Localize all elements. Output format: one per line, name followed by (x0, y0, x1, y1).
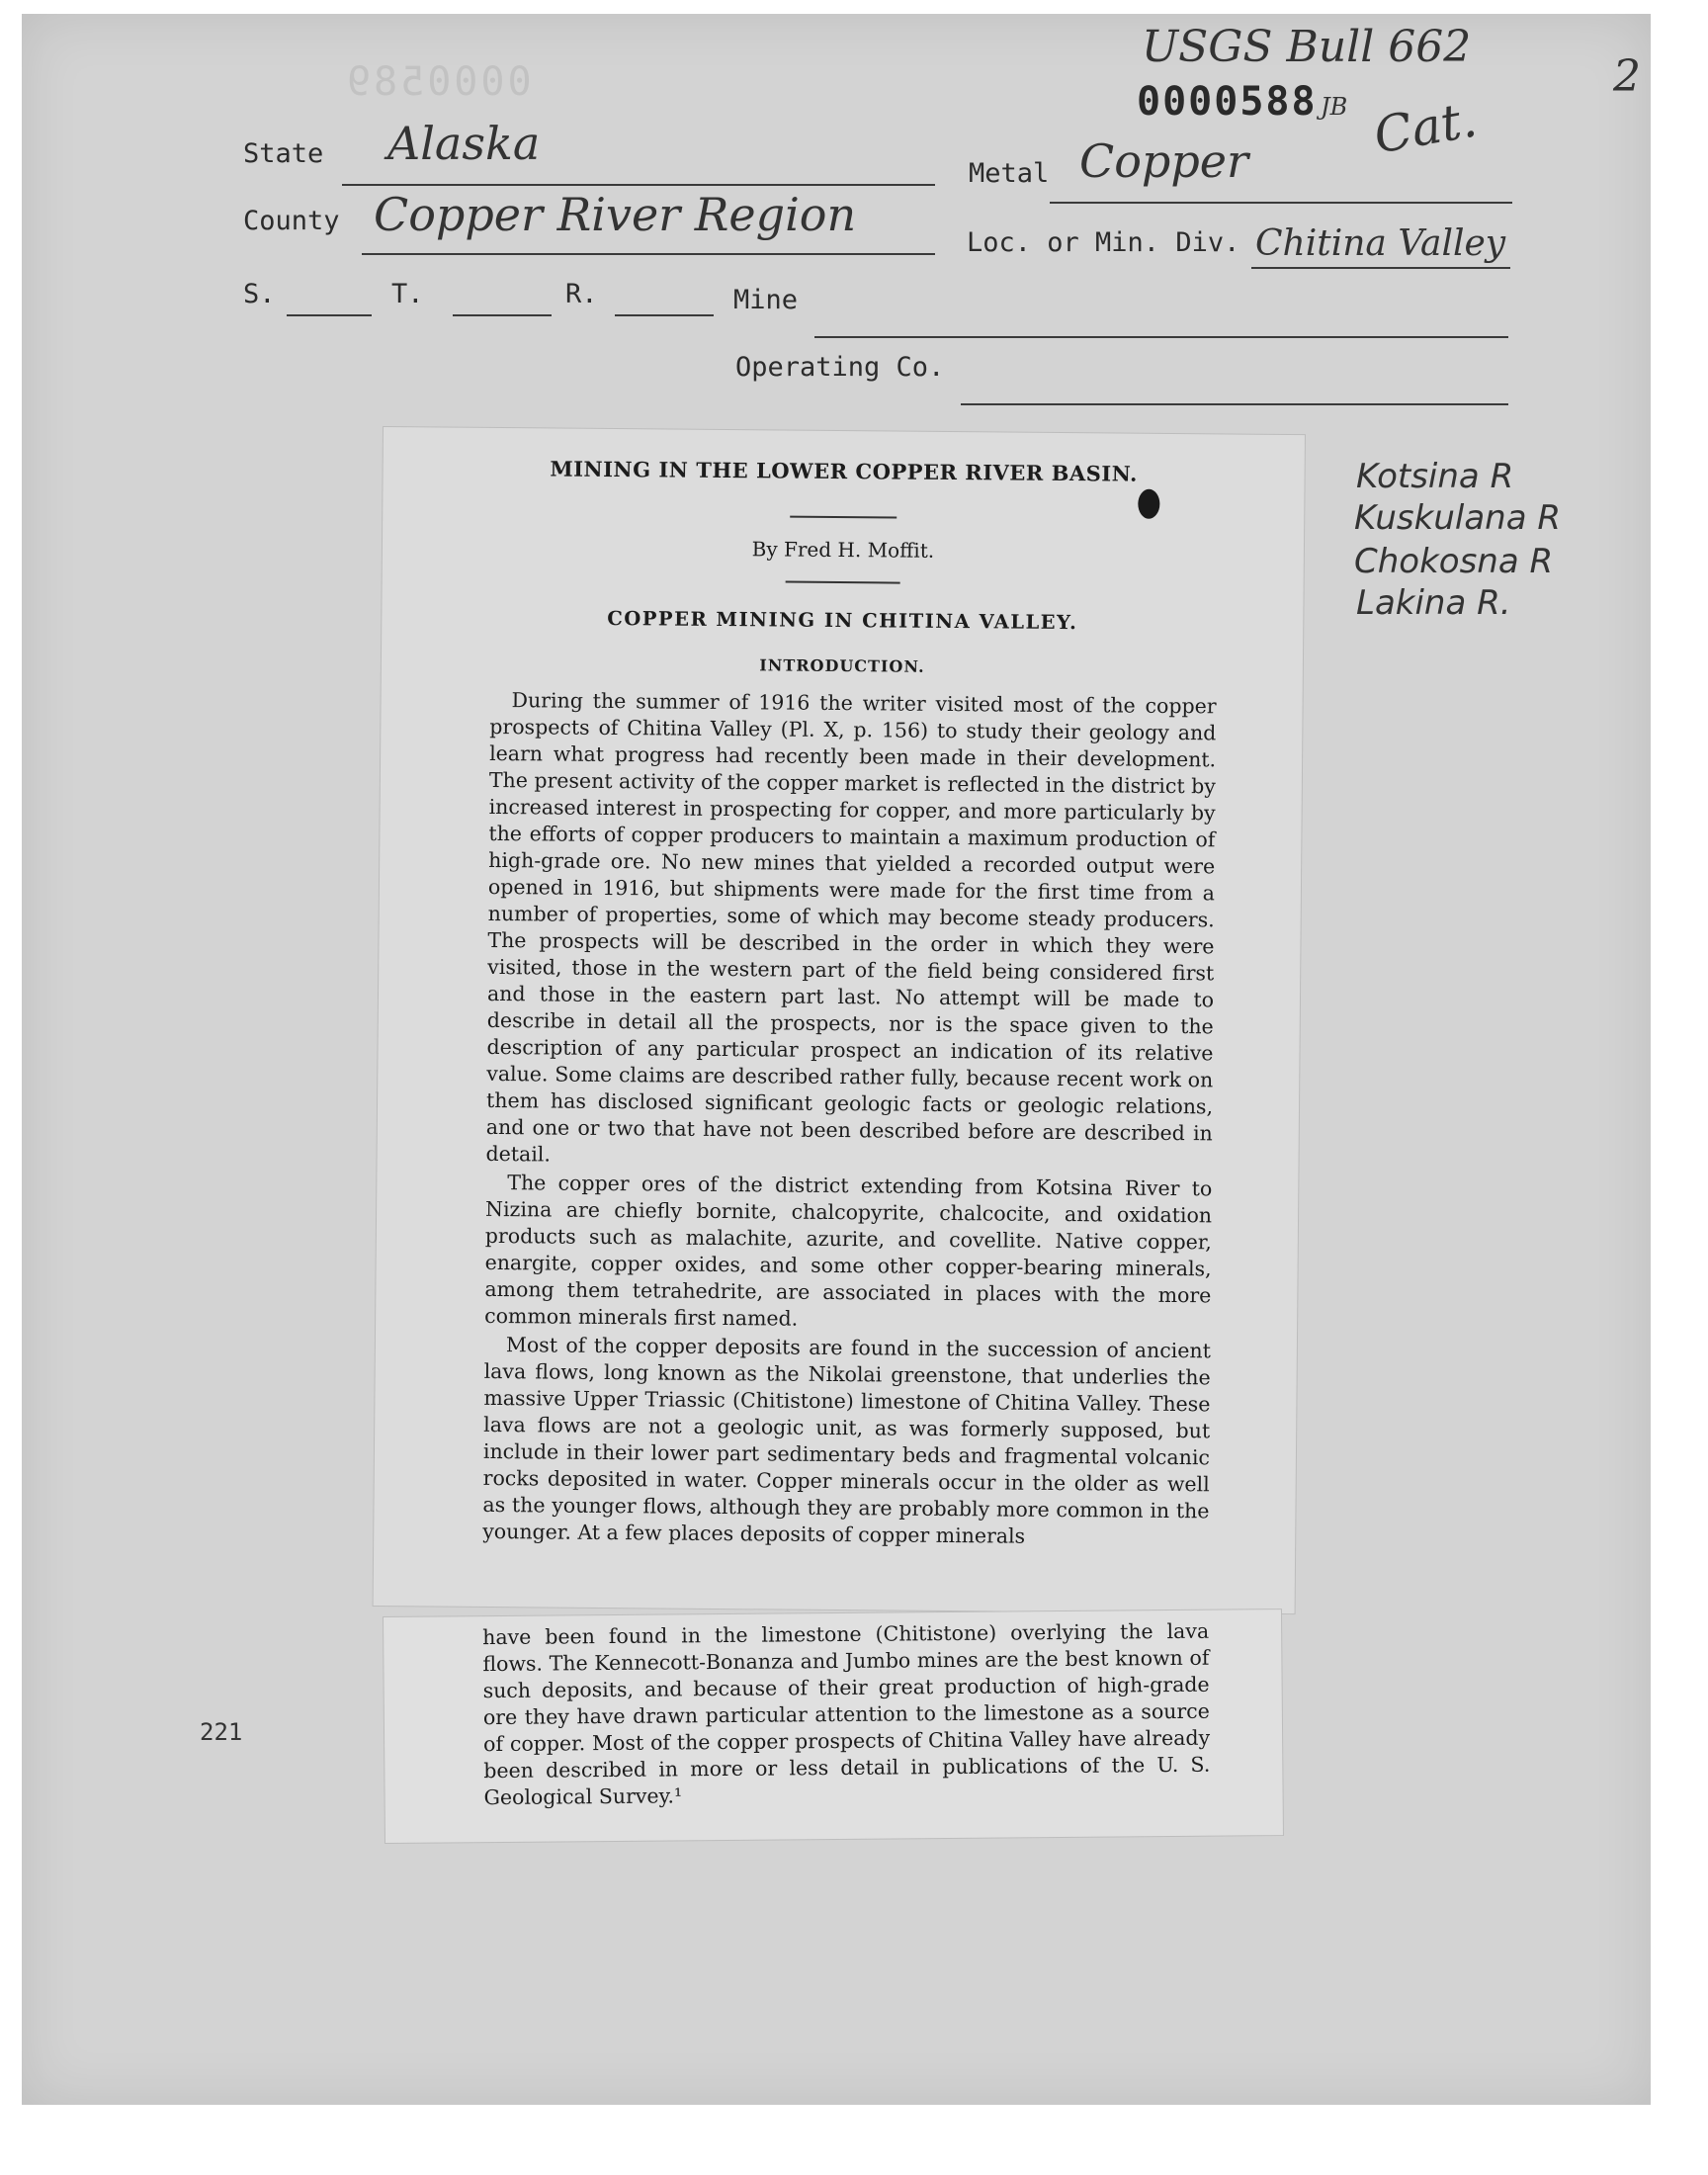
stamp-initials: JB (1321, 93, 1348, 121)
subsection-title: INTRODUCTION. (759, 655, 925, 676)
county-label: County (243, 206, 340, 236)
ink-blot (1138, 489, 1159, 519)
state-value: Alaska (387, 117, 541, 170)
article-continuation-clipping (384, 1610, 1283, 1843)
article-continuation (482, 1618, 1211, 1811)
metal-underline (1050, 202, 1512, 204)
stamp-note: Cat. (1369, 90, 1482, 165)
ghost-number: 0000589 (344, 59, 532, 105)
article-clipping (374, 427, 1305, 1613)
s-underline (287, 314, 372, 316)
page-number: 221 (200, 1718, 243, 1746)
section-title: COPPER MINING IN CHITINA VALLEY. (607, 606, 1078, 635)
margin-note: Kuskulana R (1354, 498, 1561, 538)
r-underline (615, 314, 714, 316)
operating-underline (961, 403, 1508, 405)
corner-number: 2 (1613, 51, 1641, 102)
s-label: S. (243, 279, 276, 309)
margin-note: Lakina R. (1356, 583, 1511, 623)
article-title: MINING IN THE LOWER COPPER RIVER BASIN. (550, 456, 1138, 486)
archive-note: USGS Bull 662 (1142, 22, 1472, 72)
county-value: Copper River Region (374, 188, 857, 241)
article-body (482, 687, 1217, 1553)
paragraph: Most of the copper deposits are found in the succession of ancient lava flows, long known as the Nikolai greenstone, that underlies the massive Upper Triassic (Chitistone) limestone of Chitina Valley. These lava flows are not a geologic unit, as was formerly supposed, but include in their lower part sedimentary beds and fragmental volcanic rocks deposited in water. Copper minerals occur in the older as well as the younger flows, although they are probably more common in the younger. At a few places deposits of copper minerals (482, 1333, 1211, 1548)
paragraph: The copper ores of the district extending from Kotsina River to Nizina are chiefly bornite, chalcopyrite, chalcocite, and oxidation products such as malachite, azurite, and covellite. Native copper, enargite, copper oxides, and some other copper-bearing minerals, among them tetrahedrite, are associated in places with the more common minerals first named. (484, 1171, 1213, 1331)
margin-note: Chokosna R (1354, 542, 1554, 581)
county-underline (362, 253, 935, 255)
mine-label: Mine (733, 285, 799, 315)
loc-label: Loc. or Min. Div. (967, 227, 1240, 258)
paragraph: have been found in the limestone (Chitistone) overlying the lava flows. The Kennecott-Bonanza and Jumbo mines are the best known of such deposits, and because of their great production of high-grade ore they have drawn particular attention to the limestone as a source of copper. Most of the copper prospects of Chitina Valley have already been described in more or less detail in publications of the U. S. Geological Survey.¹ (482, 1618, 1211, 1810)
t-underline (453, 314, 552, 316)
metal-label: Metal (969, 158, 1050, 189)
t-label: T. (391, 279, 424, 309)
state-underline (342, 184, 935, 186)
metal-value: Copper (1079, 134, 1248, 188)
loc-underline (1251, 267, 1510, 269)
article-byline: By Fred H. Moffit. (751, 537, 935, 563)
byline-rule (786, 581, 900, 584)
loc-value: Chitina Valley (1255, 223, 1506, 264)
paragraph: During the summer of 1916 the writer visited most of the copper prospects of Chitina Valley (Pl. X, p. 156) to study their geology and learn what progress had recently been made in their development. The present activity of the copper market is reflected in the district by increased interest in prospecting for copper, and more particularly by the efforts of copper producers to maintain a maximum production of high-grade ore. No new mines that yielded a recorded output were opened in 1916, but shipments were made for the first time from a number of properties, some of which may become steady producers. The prospects will be described in the order in which they were visited, those in the western part of the field being considered first and those in the eastern part last. No attempt will be made to describe in detail all the prospects, nor is the space given to the description of any particular prospect an indication of its relative value. Some claims are described rather fully, because recent work on them has disclosed significant geologic facts or geologic relations, and one or two that have not been described before are described in detail. (485, 688, 1217, 1167)
title-rule (790, 516, 897, 519)
margin-note: Kotsina R (1356, 457, 1514, 496)
stamp-number: 0000588 (1137, 79, 1318, 125)
state-label: State (243, 138, 324, 169)
mine-underline (814, 336, 1508, 338)
r-label: R. (565, 279, 598, 309)
operating-label: Operating Co. (735, 352, 945, 383)
